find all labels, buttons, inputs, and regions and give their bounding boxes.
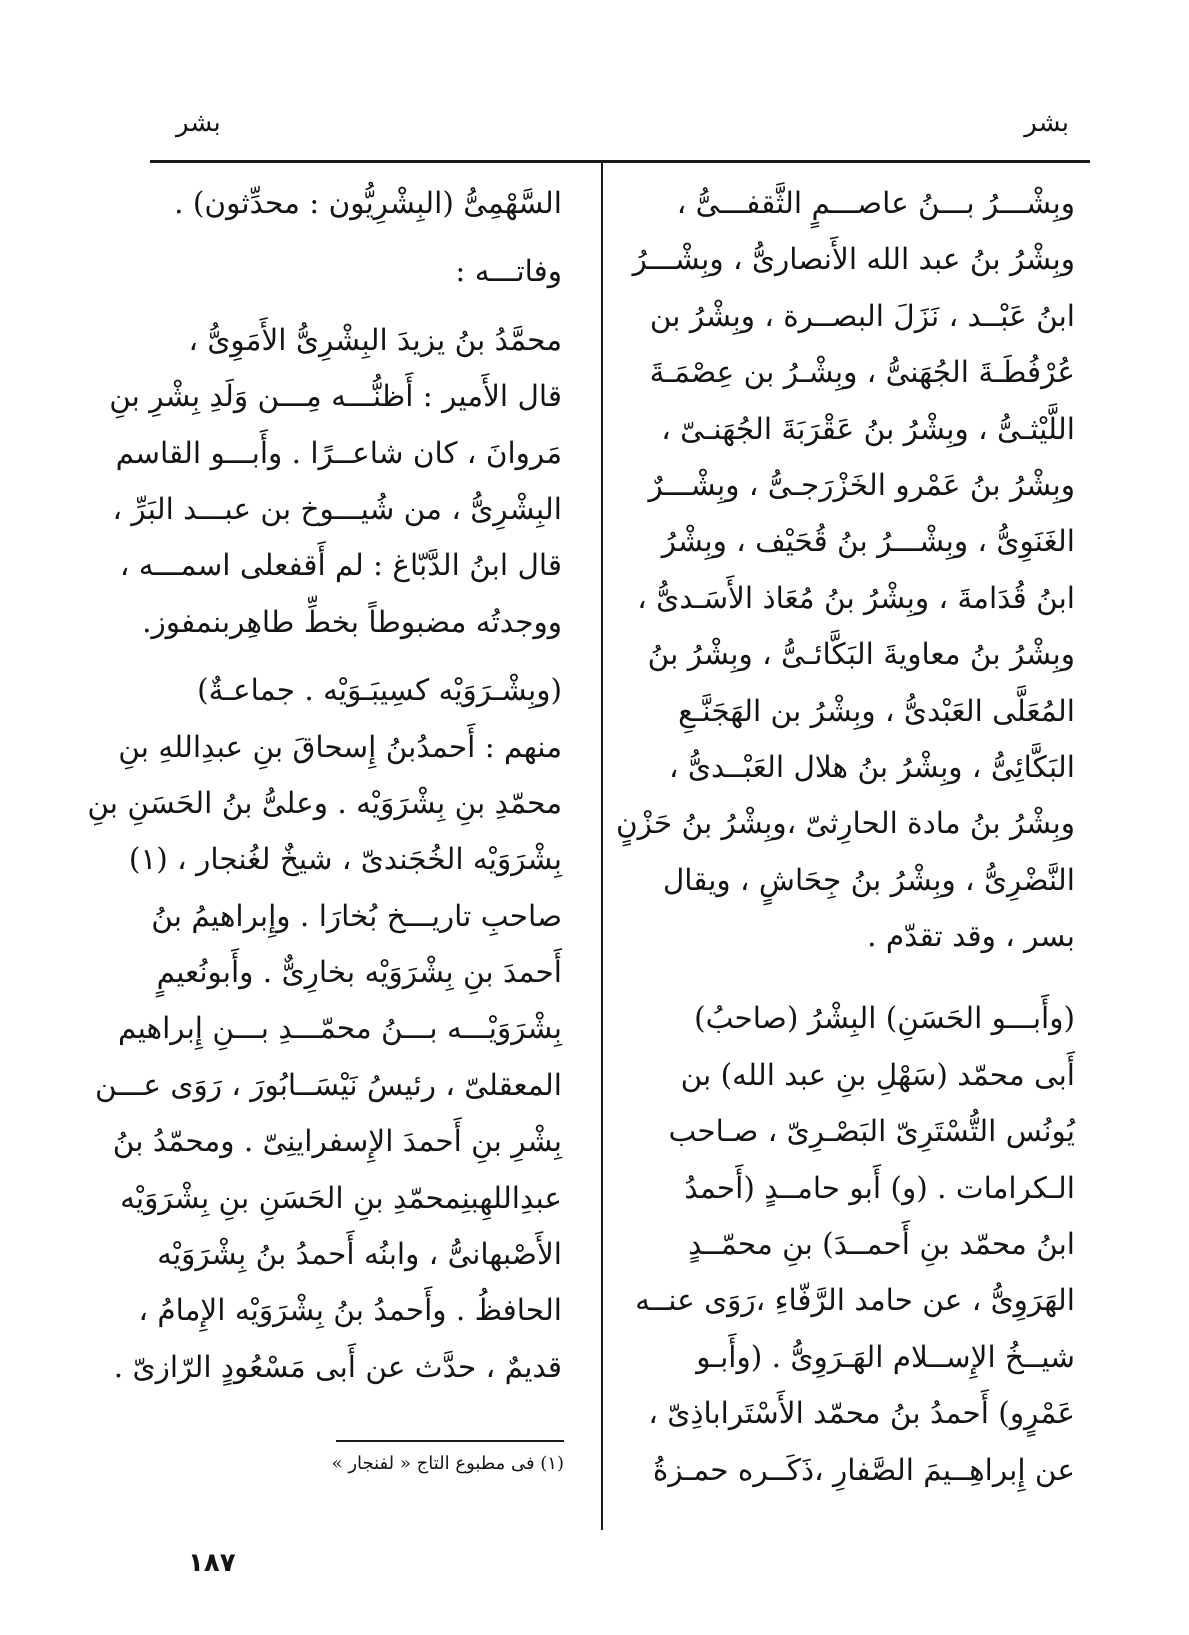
text-line: الأَصْبهانىُّ ، وابنُه أَحمدُ بنُ بِشْرَوَيْه <box>157 1237 562 1272</box>
text-line: بِشْرَوَيْـــه بـــنُ محمّـــدِ بـــنِ إِبراهيم <box>118 1011 562 1046</box>
text-line: عَمْرٍو) أَحمدُ بنُ محمّد الأَسْتَراباذِىّ ، <box>648 1396 1075 1431</box>
left-column <box>87 175 562 1395</box>
column-divider <box>601 162 603 1530</box>
text-line: أَبى محمّد (سَهْلِ بنِ عبد الله) بن <box>680 1057 1075 1092</box>
text-line: بِشْرَوَيْه الخُجَندىّ ، شيخٌ لغُنجار ، (١) <box>128 842 562 877</box>
text-line: (وأَبـــو الحَسَنِ) البِشْرُ (صاحبُ) <box>694 1001 1075 1036</box>
text-line: اللَّيْثـىُّ ، وبِشْرُ بنُ عَقْرَبَةَ الجُهَنـىّ ، <box>661 411 1075 446</box>
text-line: البِشْرِىُّ ، من شُيـــوخ بن عبـــد البَرِّ ، <box>112 491 562 526</box>
text-line: الـكرامات . (و) أَبو حامــدٍ (أَحمدُ <box>684 1170 1075 1205</box>
text-line: مَروانَ ، كان شاعــرًا . وأَبـــو القاسم <box>115 435 562 470</box>
text-line: بِشْرِ بنِ أَحمدَ الإِسفراينِىّ . ومحمّدُ بنُ <box>112 1124 562 1159</box>
text-line: وبِشْرُ بنُ عبد الله الأَنصارىُّ ، وبِشْـــرُ <box>632 242 1075 277</box>
header-rule <box>150 160 1090 163</box>
text-line: عُرْفُطَـةَ الجُهَنىُّ ، وبِشْـرُ بن عِصْمَـةَ <box>649 355 1075 390</box>
footnote: (١) فى مطبوع التاج « لفنجار » <box>331 1453 564 1474</box>
paragraph-gap <box>134 650 562 662</box>
footnote-rule <box>336 1440 564 1442</box>
text-line: الحافظُ . وأَحمدُ بنُ بِشْرَوَيْه الإِمامُ ، <box>138 1293 562 1328</box>
text-line: ابنُ قُدَامةَ ، وبِشْرُ بنُ مُعَاذ الأَسَـدىُّ ، <box>637 580 1075 615</box>
running-head-right: بشر <box>1024 108 1069 138</box>
page-number: ١٨٧ <box>188 1548 236 1578</box>
text-line: ابنُ محمّد بنِ أَحمــدَ) بنِ محمّــدٍ <box>688 1227 1075 1262</box>
text-line: وبِشْـــرُ بـــنُ عاصـــمٍ الثَّقفـــىُّ ، <box>676 186 1075 220</box>
text-line: ابنُ عَبْــد ، نَزَلَ البصــرة ، وبِشْرُ بن <box>649 298 1075 333</box>
section-heading: وفاتـــه : <box>455 254 562 289</box>
text-line: المُعَلَّى العَبْدىُّ ، وبِشْرُ بن الهَجَنَّـعِ <box>678 693 1075 728</box>
running-head-left: بشر <box>176 108 221 138</box>
text-line: وبِشْرُ بنُ معاويةَ البَكَّائـىُّ ، وبِشْرُ بنُ <box>647 637 1075 672</box>
text-line: النَّضْرِىُّ ، وبِشْرُ بنُ جِحَاشٍ ، ويقال <box>662 862 1075 897</box>
text-line: قال ابنُ الدَّبّاغ : لم أَقفعلى اسمـــه ، <box>119 548 562 583</box>
text-line: ووجدتُه مضبوطاً بخطِّ طاهِربنمفوز. <box>142 604 562 639</box>
text-line: قديمٌ ، حدَّث عن أَبى مَسْعُودٍ الرّازىّ . <box>113 1349 562 1384</box>
text-line: أَحمدَ بنِ بِشْرَوَيْه بخارِىٌّ . وأَبونُعيمٍ <box>156 955 562 990</box>
text-line: البَكَّائِىُّ ، وبِشْرُ بنُ هلال العَبْــدىُّ ، <box>669 749 1075 784</box>
text-line: محمّدِ بنِ بِشْرَوَيْه . وعلىُّ بنُ الحَسَنِ بنِ <box>87 785 562 820</box>
text-line: منهم : أَحمدُبنُ إِسحاقَ بنِ عبدِاللهِ بنِ <box>118 729 562 764</box>
text-line: الهَرَوِىُّ ، عن حامد الرَّفّاءِ ،رَوَى عنــه <box>635 1283 1075 1318</box>
text-line: صاحبِ تاريـــخ بُخارَا . وإِبراهيمُ بنُ <box>151 898 562 933</box>
text-line: محمَّدُ بنُ يزيدَ البِشْرِىُّ الأَمَوِىُّ ، <box>188 322 562 357</box>
text-line: بسر ، وقد تقدّم . <box>867 919 1075 954</box>
paragraph-gap <box>134 300 562 312</box>
paragraph-gap <box>134 231 562 243</box>
text-line: وبِشْرُ بنُ مادة الحارِثىّ ،وبِشْرُ بنُ حَزْنٍ <box>615 806 1075 841</box>
text-line: قال الأَمير : أَظنُّـــه مِـــن وَلَدِ بِشْرِ بنِ <box>109 379 562 414</box>
text-line: عن إِبراهِــيمَ الصَّفارِ ،ذَكَــره حمـزةُ <box>652 1452 1075 1487</box>
text-line: الغَنَوِىُّ ، وبِشْـــرُ بنُ قُحَيْف ، وبِشْرُ <box>661 524 1075 559</box>
text-line: يُونُس التُّسْتَرِىّ البَصْـرِىّ ، صـاحب <box>668 1114 1075 1149</box>
text-line: وبِشْرُ بنُ عَمْرو الخَزْرَجـىُّ ، وبِشْـــرٌ <box>648 467 1075 502</box>
text-line: السَّهْمِىُّ (البِشْرِيُّون : محدِّثون) . <box>174 186 562 220</box>
text-line: عبدِاللهِبنِمحمّدِ بنِ الحَسَنِ بنِ بِشْرَوَيْه <box>120 1180 562 1215</box>
right-column <box>615 175 1075 1498</box>
paragraph-gap <box>630 964 1075 990</box>
text-line: المعقلىّ ، رئيسُ نَيْسَــابُورَ ، رَوَى عـــن <box>95 1067 562 1102</box>
text-line: شيــخُ الإِســلام الهَـرَوِىُّ . (وأَبـو <box>696 1339 1075 1374</box>
text-line: (وبِشْـرَوَيْه كسِيبَـوَيْه . جماعـةٌ) <box>197 673 562 708</box>
